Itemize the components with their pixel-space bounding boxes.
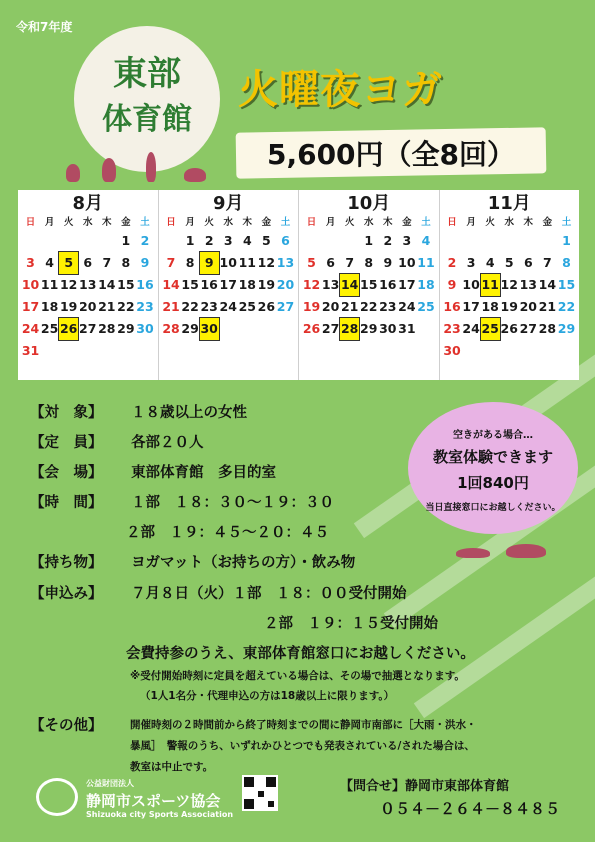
empty-cell bbox=[21, 230, 40, 252]
calendar-day: 20 bbox=[79, 299, 97, 314]
venue-line2: 体育館 bbox=[102, 102, 192, 137]
calendar-day: 20 bbox=[519, 299, 538, 314]
calendar-day: 24 bbox=[219, 299, 237, 314]
weekday-label: 土 bbox=[140, 217, 150, 228]
calendar-day: 8 bbox=[562, 255, 571, 270]
contact-label: 【問合せ】静岡市東部体育館 bbox=[340, 779, 510, 794]
calendar-day: 14 bbox=[98, 277, 116, 292]
weekday-label: 月 bbox=[185, 217, 195, 228]
calendar-day: 1 bbox=[121, 233, 131, 248]
calendar-day: 2 bbox=[204, 233, 214, 248]
weekday-label: 水 bbox=[82, 217, 93, 228]
other-line-3: 教室は中止です。 bbox=[130, 761, 214, 773]
calendar-day: 14 bbox=[538, 277, 557, 292]
calendar-day: 7 bbox=[102, 255, 112, 270]
calendar-day: 16 bbox=[136, 277, 154, 292]
weekday-label: 火 bbox=[204, 217, 214, 228]
calendar-day: 9 bbox=[383, 255, 393, 270]
calendar-day: 11 bbox=[238, 255, 257, 270]
target-row bbox=[30, 401, 247, 422]
weekday-label: 火 bbox=[485, 217, 495, 228]
time-value-2: ２部 １９：４５〜２０：４５ bbox=[126, 525, 329, 541]
calendar-day: 2 bbox=[383, 233, 393, 248]
calendar-day: 29 bbox=[181, 321, 199, 336]
weekday-label: 日 bbox=[306, 217, 317, 228]
calendar-day: 18 bbox=[238, 277, 257, 292]
apply-label: 【申込み】 bbox=[30, 586, 103, 602]
calendar-day: 7 bbox=[543, 255, 552, 270]
class-date: 28 bbox=[340, 318, 359, 340]
calendar-day: 6 bbox=[523, 255, 533, 270]
calendar-day: 31 bbox=[21, 343, 40, 358]
calendar-day: 10 bbox=[21, 277, 40, 292]
calendar-day: 5 bbox=[307, 255, 316, 270]
place-row bbox=[30, 461, 276, 482]
calendar-day: 22 bbox=[557, 299, 576, 314]
calendar-day: 10 bbox=[219, 255, 237, 270]
empty-cell bbox=[443, 230, 462, 252]
weekday-label: 水 bbox=[223, 217, 233, 228]
empty-cell bbox=[481, 230, 500, 252]
calendar-day: 5 bbox=[262, 233, 271, 248]
time-value-1: １部 １８：３０〜１９：３０ bbox=[131, 495, 335, 511]
apply-small-1: ※受付開始時刻に定員を超えている場合は、その場で抽選となります。 bbox=[130, 670, 465, 682]
weekday-label: 火 bbox=[63, 217, 74, 228]
weekday-label: 月 bbox=[44, 217, 55, 228]
apply-row bbox=[30, 582, 407, 603]
weekday-label: 木 bbox=[242, 217, 253, 228]
class-date: 9 bbox=[200, 252, 219, 274]
empty-cell bbox=[340, 230, 359, 252]
class-date: 26 bbox=[59, 318, 78, 340]
target-label: 【対 象】 bbox=[30, 405, 103, 421]
weekday-label: 土 bbox=[561, 217, 572, 228]
weekday-label: 金 bbox=[261, 217, 272, 228]
calendar-day: 9 bbox=[447, 277, 457, 292]
calendar-day: 12 bbox=[500, 277, 518, 292]
weekday-label: 月 bbox=[325, 217, 336, 228]
weekday-label: 土 bbox=[421, 217, 431, 228]
calendar-day: 29 bbox=[557, 321, 576, 336]
empty-cell bbox=[500, 230, 519, 252]
calendar-day: 7 bbox=[345, 255, 355, 270]
venue-line1: 東部 bbox=[113, 54, 181, 94]
calendar-day: 23 bbox=[136, 299, 154, 314]
calendar-day: 13 bbox=[519, 277, 538, 292]
calendar-day: 6 bbox=[326, 255, 335, 270]
calendar-day: 28 bbox=[162, 321, 180, 336]
calendar-day: 12 bbox=[257, 255, 276, 270]
weekday-label: 火 bbox=[344, 217, 355, 228]
sports-association-logo bbox=[36, 778, 78, 816]
weekday-label: 月 bbox=[466, 217, 476, 228]
calendar-day: 3 bbox=[223, 233, 233, 248]
calendar-day: 6 bbox=[281, 233, 290, 248]
calendar-day: 13 bbox=[79, 277, 97, 292]
calendar-day: 6 bbox=[83, 255, 93, 270]
calendar-day: 3 bbox=[26, 255, 35, 270]
calendar-day: 1 bbox=[364, 233, 374, 248]
apply-small-2: （1人1名分・代理申込の方は18歳以上に限ります。） bbox=[140, 690, 395, 702]
calendar-day: 30 bbox=[379, 321, 397, 336]
place-label: 【会 場】 bbox=[30, 465, 103, 481]
org-name: 静岡市スポーツ協会 bbox=[86, 792, 221, 810]
calendar-month bbox=[440, 190, 580, 380]
time-row bbox=[30, 491, 334, 512]
calendar-day: 23 bbox=[443, 321, 461, 336]
calendar-day: 13 bbox=[321, 277, 340, 292]
calendar-day: 12 bbox=[302, 277, 321, 292]
qr-code[interactable] bbox=[242, 775, 278, 811]
month-title: 8月 bbox=[72, 193, 104, 214]
bring-label: 【持ち物】 bbox=[30, 555, 103, 571]
org-en: Shizuoka city Sports Association bbox=[86, 810, 234, 819]
empty-cell bbox=[302, 230, 321, 252]
calendar-day: 24 bbox=[21, 321, 40, 336]
calendar-day: 27 bbox=[321, 321, 340, 336]
bubble-line1: 空きがある場合… bbox=[453, 430, 533, 441]
calendar-day: 29 bbox=[117, 321, 135, 336]
calendar-day: 17 bbox=[398, 277, 416, 292]
calendar-day: 8 bbox=[121, 255, 131, 270]
weekday-label: 土 bbox=[280, 217, 291, 228]
class-date: 25 bbox=[481, 318, 500, 340]
empty-cell bbox=[462, 230, 481, 252]
calendar-day: 22 bbox=[117, 299, 135, 314]
calendar-day: 10 bbox=[398, 255, 416, 270]
empty-cell bbox=[321, 230, 340, 252]
calendar-day: 7 bbox=[166, 255, 176, 270]
calendar-day: 10 bbox=[462, 277, 480, 292]
calendar-day: 19 bbox=[302, 299, 321, 314]
calendar-day: 15 bbox=[117, 277, 135, 292]
contact-phone[interactable]: ０５４－２６４－８４８５ bbox=[380, 800, 561, 818]
weekday-label: 木 bbox=[383, 217, 393, 228]
weekday-label: 木 bbox=[102, 217, 112, 228]
bring-row bbox=[30, 551, 355, 572]
empty-cell bbox=[78, 230, 97, 252]
other-line-1: 開催時刻の２時間前から終了時刻までの間に静岡市南部に［大雨・洪水・ bbox=[130, 719, 477, 731]
calendar-day: 28 bbox=[538, 321, 557, 336]
calendar-month bbox=[18, 190, 159, 380]
calendar-day: 27 bbox=[79, 321, 97, 336]
calendar-day: 19 bbox=[59, 299, 78, 314]
class-date: 14 bbox=[340, 274, 359, 296]
calendar-day: 12 bbox=[59, 277, 78, 292]
yoga-pose-illustration bbox=[452, 540, 552, 558]
calendar-day: 1 bbox=[562, 233, 571, 248]
weekday-label: 金 bbox=[542, 217, 553, 228]
calendar-day: 3 bbox=[402, 233, 412, 248]
calendar-day: 29 bbox=[360, 321, 378, 336]
calendar-day: 4 bbox=[485, 255, 495, 270]
capacity-value: 各部２０人 bbox=[131, 435, 204, 451]
calendar-day: 25 bbox=[238, 299, 257, 314]
trial-bubble bbox=[408, 402, 578, 534]
weekday-label: 金 bbox=[121, 217, 131, 228]
empty-cell bbox=[59, 230, 78, 252]
calendar-day: 16 bbox=[200, 277, 218, 292]
month-title: 10月 bbox=[347, 193, 391, 214]
calendar-day: 25 bbox=[40, 321, 59, 336]
calendar-day: 22 bbox=[360, 299, 378, 314]
fiscal-year-label: 令和7年度 bbox=[16, 20, 73, 34]
bring-value: ヨガマット（お持ちの方）・飲み物 bbox=[131, 555, 356, 571]
calendar-day: 1 bbox=[185, 233, 195, 248]
weekday-label: 日 bbox=[447, 217, 457, 228]
calendar-day: 22 bbox=[181, 299, 199, 314]
calendar-day: 16 bbox=[443, 299, 461, 314]
calendar-day: 3 bbox=[466, 255, 476, 270]
calendar-day: 25 bbox=[417, 299, 435, 314]
class-date: 11 bbox=[481, 274, 500, 296]
calendar-day: 4 bbox=[45, 255, 54, 270]
month-title: 11月 bbox=[487, 193, 531, 214]
place-value: 東部体育館 多目的室 bbox=[131, 465, 277, 481]
calendar-day: 4 bbox=[242, 233, 252, 248]
calendar-day: 23 bbox=[200, 299, 218, 314]
calendar-day: 23 bbox=[379, 299, 397, 314]
other-line-2: 暴風］ 警報のうち、いずれかひとつでも発表されている/された場合は、 bbox=[130, 740, 475, 752]
empty-cell bbox=[162, 230, 181, 252]
calendar-day: 21 bbox=[162, 299, 180, 314]
target-value: １８歳以上の女性 bbox=[131, 405, 248, 421]
calendar-month bbox=[299, 190, 440, 380]
yoga-figures-illustration bbox=[62, 148, 212, 182]
calendar-day: 13 bbox=[276, 255, 295, 270]
weekday-label: 日 bbox=[25, 217, 36, 228]
calendar-day: 15 bbox=[360, 277, 378, 292]
calendar-day: 15 bbox=[181, 277, 199, 292]
calendar-day: 18 bbox=[481, 299, 499, 314]
calendar-day: 19 bbox=[500, 299, 518, 314]
calendar-day: 8 bbox=[364, 255, 374, 270]
event-title: 火曜夜ヨガ bbox=[238, 67, 443, 113]
calendar-day: 2 bbox=[140, 233, 150, 248]
empty-cell bbox=[519, 230, 538, 252]
calendar-day: 17 bbox=[462, 299, 480, 314]
calendar-day: 28 bbox=[98, 321, 116, 336]
calendar-day: 24 bbox=[398, 299, 416, 314]
apply-value-1: ７月８日（火）１部 １８：００受付開始 bbox=[131, 586, 407, 602]
time-label: 【時 間】 bbox=[30, 495, 103, 511]
calendar bbox=[18, 190, 579, 380]
capacity-row bbox=[30, 431, 204, 452]
bubble-line3: 1回840円 bbox=[457, 474, 529, 492]
calendar-day: 17 bbox=[219, 277, 237, 292]
price-text: 5,600円（全8回） bbox=[266, 138, 516, 171]
weekday-label: 木 bbox=[523, 217, 534, 228]
org-small: 公益財団法人 bbox=[86, 779, 134, 788]
apply-note: 会費持参のうえ、東部体育館窓口にお越しください。 bbox=[126, 646, 475, 662]
calendar-day: 26 bbox=[500, 321, 518, 336]
calendar-day: 2 bbox=[447, 255, 457, 270]
calendar-day: 15 bbox=[557, 277, 576, 292]
calendar-day: 24 bbox=[462, 321, 480, 336]
calendar-day: 5 bbox=[504, 255, 514, 270]
calendar-day: 27 bbox=[276, 299, 295, 314]
weekday-label: 水 bbox=[363, 217, 374, 228]
calendar-day: 18 bbox=[417, 277, 435, 292]
apply-value-2: ２部 １９：１５受付開始 bbox=[264, 616, 438, 632]
class-date: 5 bbox=[59, 252, 78, 274]
calendar-day: 19 bbox=[257, 277, 276, 292]
calendar-day: 21 bbox=[340, 299, 359, 314]
calendar-day: 18 bbox=[40, 299, 59, 314]
calendar-day: 26 bbox=[257, 299, 276, 314]
calendar-day: 20 bbox=[321, 299, 340, 314]
bubble-line2: 教室体験できます bbox=[432, 448, 553, 466]
weekday-label: 日 bbox=[166, 217, 176, 228]
calendar-day: 11 bbox=[40, 277, 59, 292]
empty-cell bbox=[97, 230, 116, 252]
calendar-day: 9 bbox=[140, 255, 150, 270]
capacity-label: 【定 員】 bbox=[30, 435, 103, 451]
calendar-day: 26 bbox=[302, 321, 321, 336]
other-label: 【その他】 bbox=[30, 718, 103, 734]
weekday-label: 水 bbox=[504, 217, 514, 228]
calendar-day: 4 bbox=[421, 233, 431, 248]
calendar-day: 21 bbox=[98, 299, 116, 314]
calendar-day: 30 bbox=[136, 321, 154, 336]
calendar-day: 27 bbox=[519, 321, 538, 336]
calendar-day: 16 bbox=[379, 277, 397, 292]
weekday-label: 金 bbox=[402, 217, 412, 228]
calendar-day: 8 bbox=[185, 255, 195, 270]
calendar-day: 11 bbox=[417, 255, 435, 270]
calendar-day: 17 bbox=[21, 299, 40, 314]
calendar-day: 30 bbox=[443, 343, 461, 358]
class-date: 30 bbox=[200, 318, 219, 340]
month-title: 9月 bbox=[212, 193, 244, 214]
empty-cell bbox=[538, 230, 557, 252]
calendar-day: 14 bbox=[162, 277, 180, 292]
bubble-line4: 当日直接窓口にお越しください。 bbox=[425, 503, 561, 513]
calendar-day: 20 bbox=[276, 277, 295, 292]
calendar-day: 31 bbox=[398, 321, 416, 336]
calendar-month bbox=[159, 190, 300, 380]
empty-cell bbox=[40, 230, 59, 252]
calendar-day: 21 bbox=[538, 299, 557, 314]
